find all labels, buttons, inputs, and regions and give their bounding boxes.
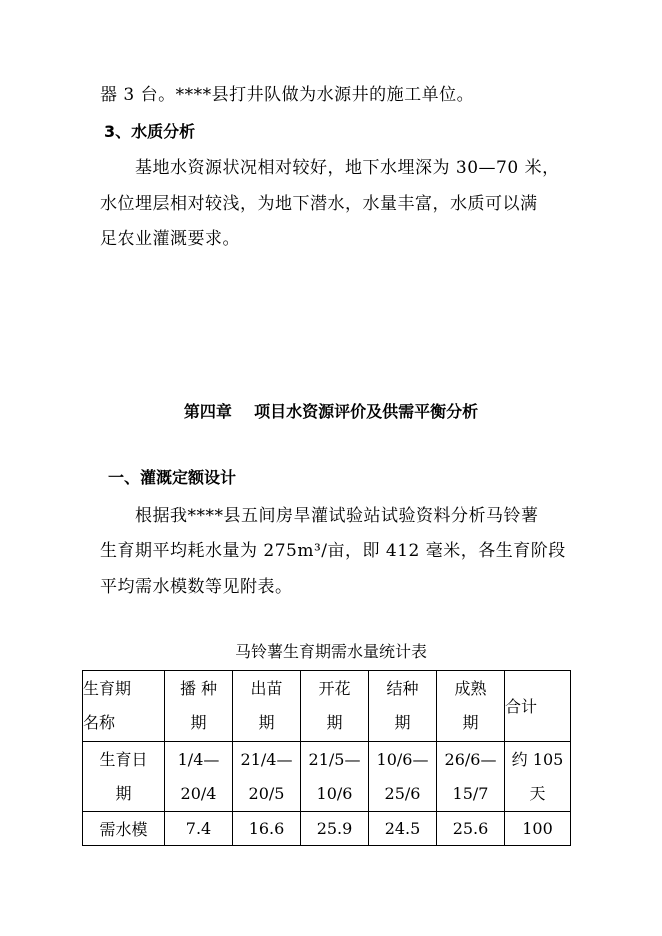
table-row-label: 需水模 [83, 812, 165, 846]
section-heading-water-quality: 3、水质分析 [104, 122, 196, 141]
table-header-cell: 结种 期 [369, 671, 437, 742]
table-cell: 21/4— 20/5 [233, 742, 301, 812]
table-row-label: 生育日 期 [83, 742, 165, 812]
table-modulus-row [83, 812, 571, 846]
table-header-cell: 播 种 期 [165, 671, 233, 742]
table-cell: 24.5 [369, 812, 437, 846]
paragraph-line: 基地水资源状况相对较好，地下水埋深为 30—70 米， [135, 158, 560, 178]
table-cell: 7.4 [165, 812, 233, 846]
paragraph-line: 足农业灌溉要求。 [100, 229, 240, 249]
table-dates-row [83, 742, 571, 812]
table-header-cell: 开花 期 [301, 671, 369, 742]
table-header-cell: 成熟 期 [437, 671, 505, 742]
intro-line: 器 3 台。****县打井队做为水源井的施工单位。 [100, 85, 475, 105]
water-demand-table [82, 670, 571, 846]
table-cell: 1/4— 20/4 [165, 742, 233, 812]
table-row-label: 生育期 名称 [83, 671, 165, 742]
table-title: 马铃薯生育期需水量统计表 [234, 642, 427, 661]
table-cell: 25.9 [301, 812, 369, 846]
table-cell: 21/5— 10/6 [301, 742, 369, 812]
table-cell: 10/6— 25/6 [369, 742, 437, 812]
table-cell: 25.6 [437, 812, 505, 846]
section-heading-irrigation-quota: 一、灌溉定额设计 [108, 468, 237, 487]
paragraph-line: 根据我****县五间房旱灌试验站试验资料分析马铃薯 [135, 506, 539, 526]
table-header-cell: 出苗 期 [233, 671, 301, 742]
table-cell: 约 105 天 [505, 742, 571, 812]
table-cell: 26/6— 15/7 [437, 742, 505, 812]
chapter-title: 第四章 项目水资源评价及供需平衡分析 [183, 402, 479, 421]
table-header-row [83, 671, 571, 742]
table-header-cell: 合计 [505, 671, 571, 742]
paragraph-line: 平均需水模数等见附表。 [100, 577, 293, 597]
paragraph-line: 生育期平均耗水量为 275m³/亩，即 412 毫米，各生育阶段 [100, 541, 566, 561]
table-cell: 100 [505, 812, 571, 846]
paragraph-line: 水位埋层相对较浅，为地下潜水，水量丰富，水质可以满 [100, 194, 538, 214]
table-cell: 16.6 [233, 812, 301, 846]
